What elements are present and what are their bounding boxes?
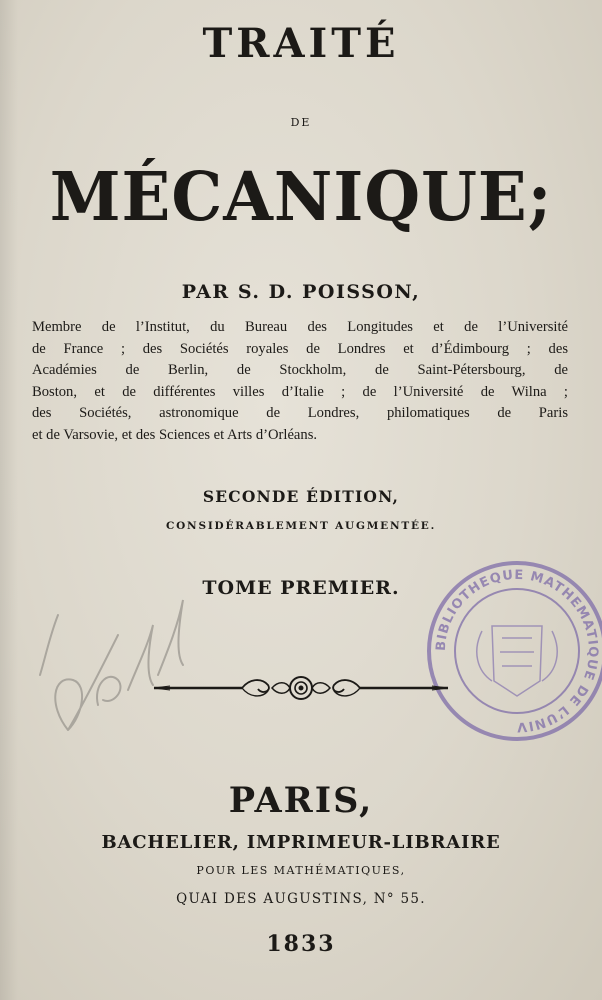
credentials-line: et de Varsovie, et des Sciences et Arts d’Orléans. <box>32 426 318 443</box>
ornament-rule-icon <box>150 673 452 703</box>
edition-note: CONSIDÉRABLEMENT AUGMENTÉE. <box>165 520 437 532</box>
credentials-line: Membre de l’Institut, du Bureau des Longitudes et de l’Université <box>32 319 568 335</box>
stamp-text: BIBLIOTHEQUE MATHEMATIQUE DE L’UNIV <box>433 567 601 735</box>
imprint-address: QUAI DES AUGUSTINS, N° 55. <box>176 891 426 907</box>
credentials-line: Boston, et de différentes villes d’Italie ; de l’Université de Wilna ; <box>32 383 568 400</box>
volume-line: TOME PREMIER. <box>202 577 400 599</box>
imprint-city: PARIS, <box>228 780 374 821</box>
imprint-publisher: BACHELIER, IMPRIMEUR-LIBRAIRE <box>101 832 501 853</box>
edition-line: SECONDE ÉDITION, <box>202 487 400 506</box>
author-credentials <box>32 317 568 447</box>
imprint-year: 1833 <box>266 931 336 957</box>
title-de: DE <box>290 116 312 129</box>
author-line: PAR S. D. POISSON, <box>181 281 421 303</box>
credentials-line: des Sociétés, astronomique de Londres, philomatiques de Paris <box>32 405 568 422</box>
library-stamp-icon <box>422 556 602 746</box>
credentials-line: de France ; des Sociétés royales de Londres et d’Édimbourg ; des <box>32 340 568 357</box>
imprint-publisher-note: POUR LES MATHÉMATIQUES, <box>196 864 406 877</box>
pencil-handwriting-icon <box>28 555 198 755</box>
title-line-2: MÉCANIQUE; <box>49 158 553 237</box>
svg-text:BIBLIOTHEQUE MATHEMATIQUE DE L <box>434 568 600 734</box>
title-line-1: TRAITÉ <box>202 20 400 67</box>
credentials-line: Académies de Berlin, de Stockholm, de Saint-Pétersbourg, de <box>32 362 568 379</box>
